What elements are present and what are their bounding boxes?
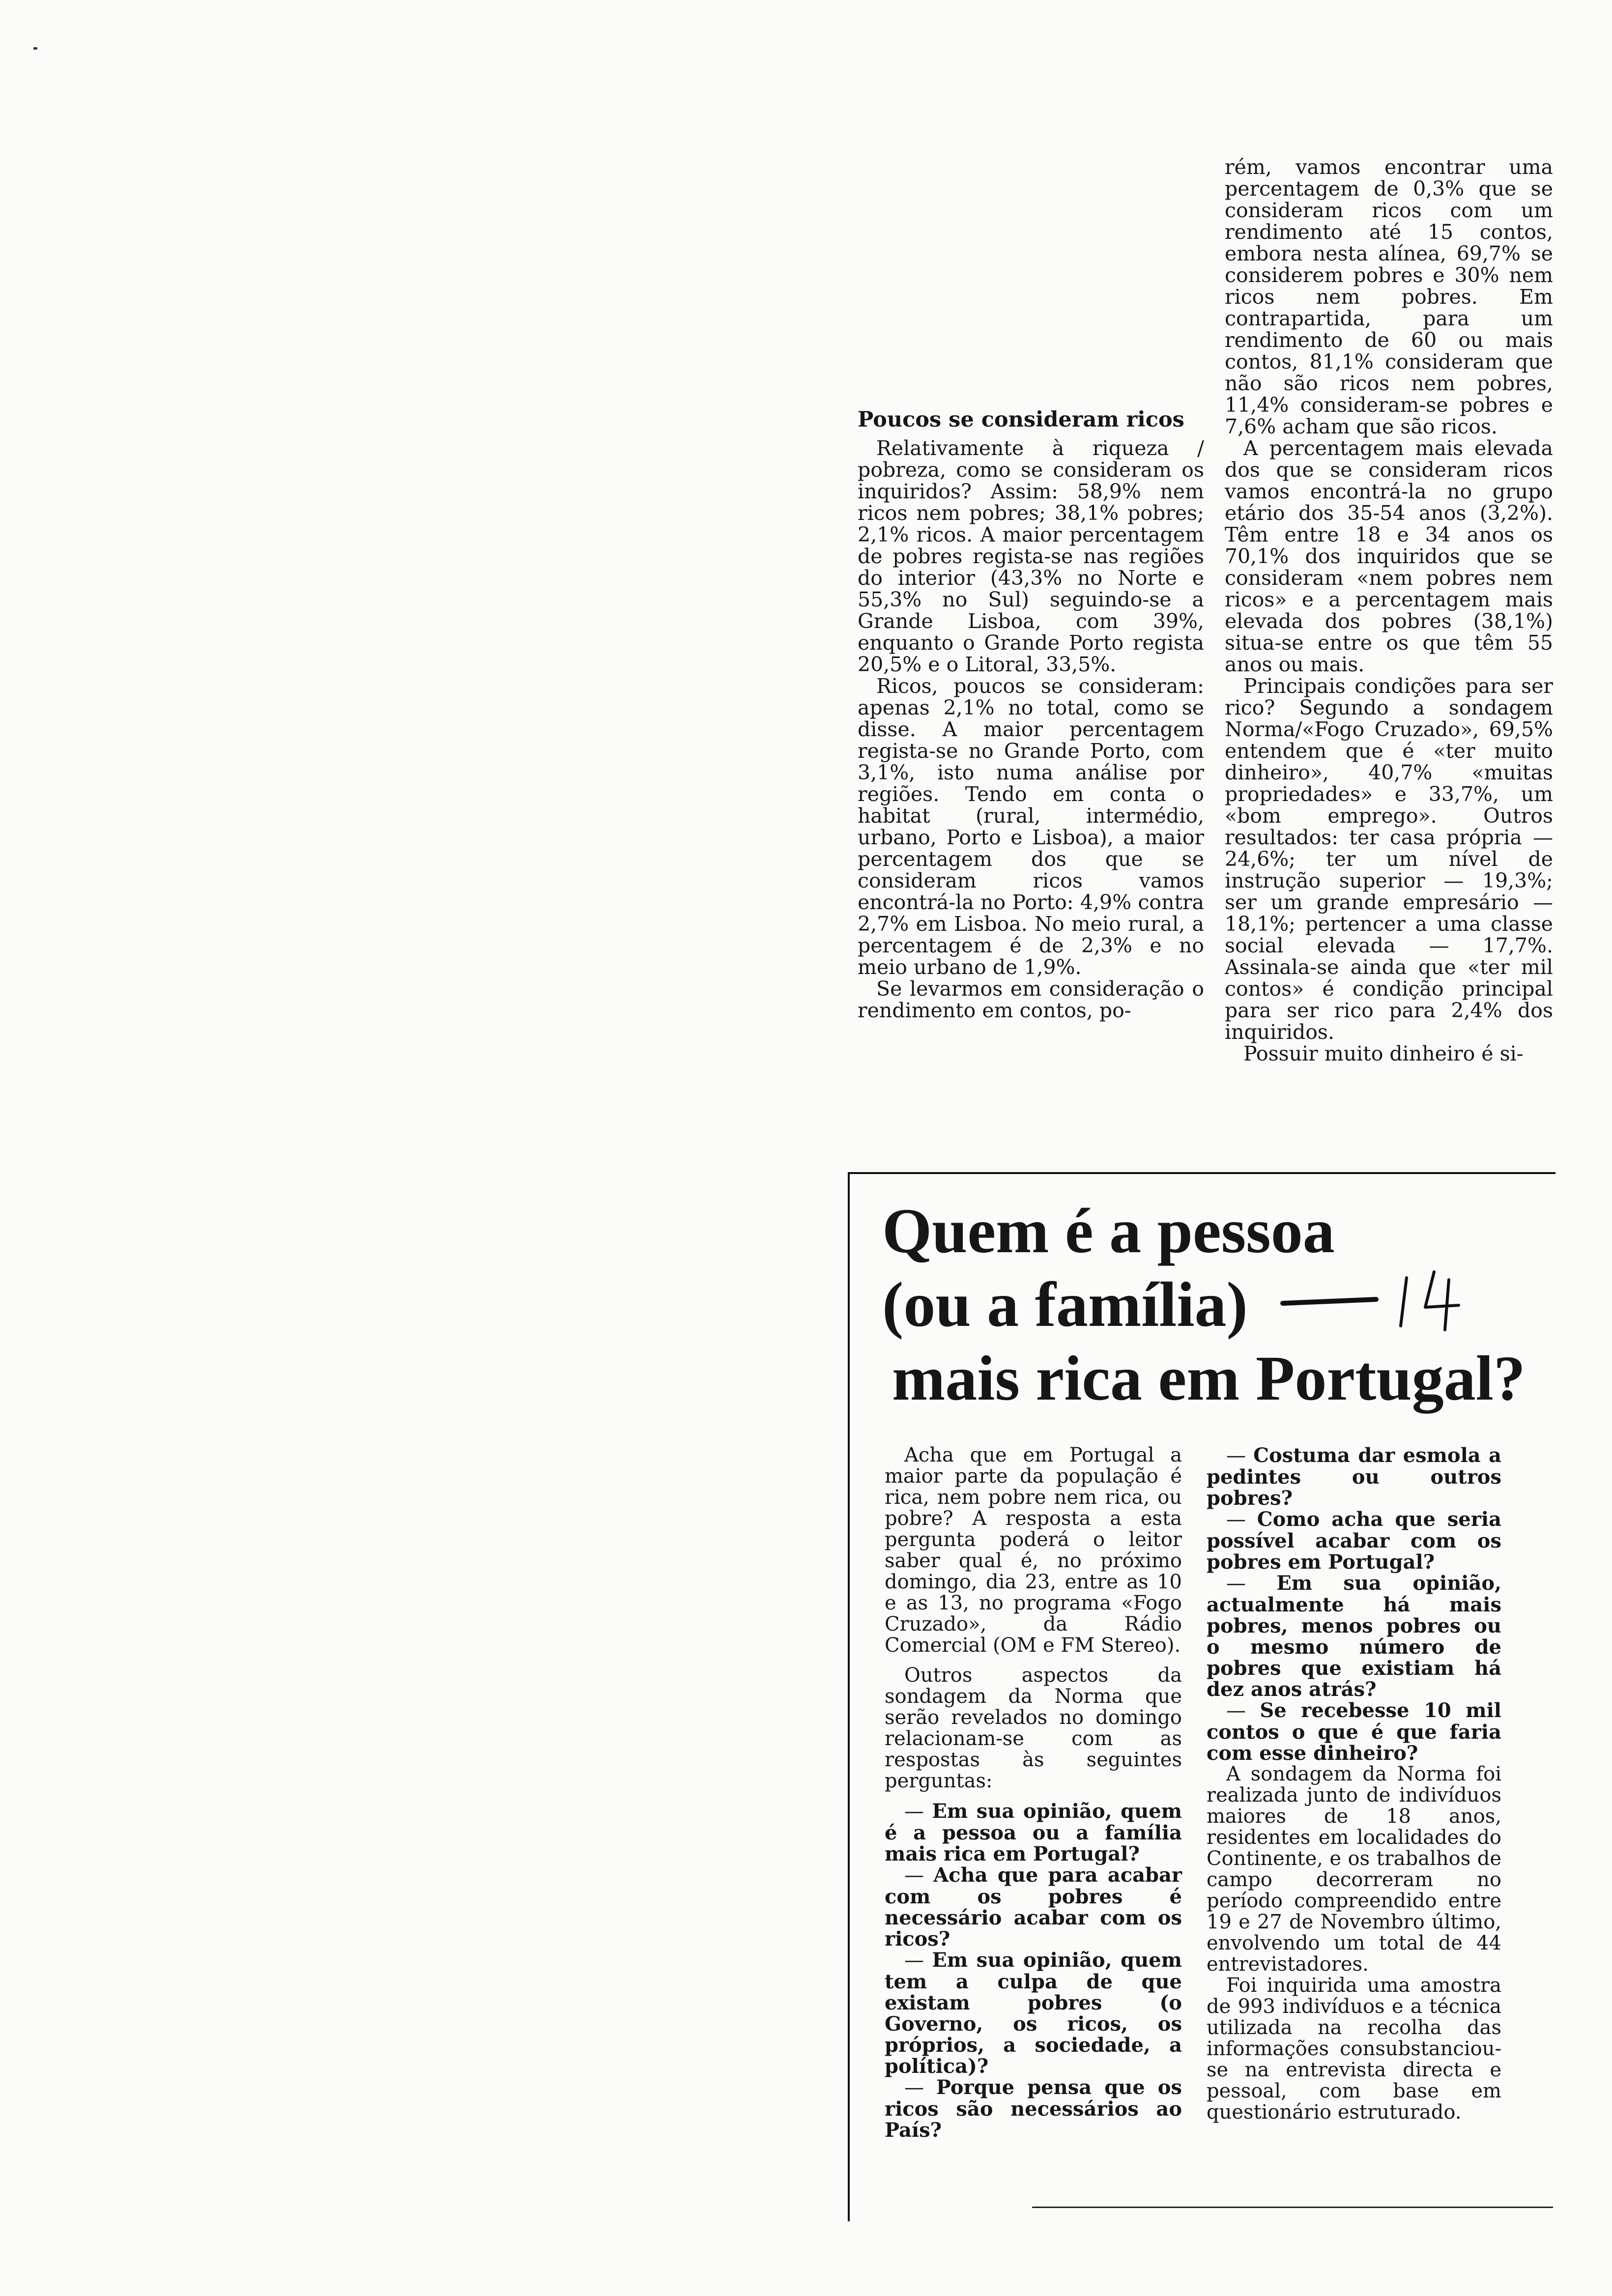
feature-question-text: Em sua opinião, quem tem a culpa de que existam pobres (o Governo, os ricos, os próprios, a sociedade, a política)? (885, 1949, 1182, 2078)
feature-question: — Se recebesse 10 mil contos o que é que faria com esse dinheiro? (1207, 1699, 1501, 1765)
feature-question: — Como acha que seria possível acabar com os pobres em Portugal? (1207, 1508, 1501, 1574)
feature-question: — Costuma dar esmola a pedintes ou outros pobres? (1207, 1444, 1501, 1510)
article-column-right (1225, 156, 1553, 1064)
feature-question-text: Porque pensa que os ricos são necessários ao País? (885, 2076, 1182, 2142)
feature-question-text: Acha que para acabar com os pobres é necessário acabar com os ricos? (885, 1864, 1182, 1951)
feature-question: — Em sua opinião, actualmente há mais pobres, menos pobres ou o mesmo número de pobres que existiam há dez anos atrás? (1207, 1572, 1501, 1701)
feature-column-left (885, 1445, 1182, 2141)
feature-question-text: Costuma dar esmola a pedintes ou outros pobres? (1207, 1444, 1501, 1510)
handwritten-digit-one (1401, 1278, 1407, 1326)
feature-question-text: Se recebesse 10 mil contos o que é que faria com esse dinheiro? (1207, 1699, 1501, 1765)
article-paragraph: Se levarmos em consideração o rendimento em contos, po- (858, 977, 1204, 1022)
feature-question: — Em sua opinião, quem tem a culpa de que existam pobres (o Governo, os ricos, os próprios, a sociedade, a política)? (885, 1949, 1182, 2078)
article-paragraph: Principais condições para ser rico? Segundo a sondagem Norma/«Fogo Cruzado», 69,5% entendem que é «ter muito dinheiro», 40,7% «muitas propriedades» e 33,7%, um «bom emprego». Outros resultados: ter casa própria — 24,6%; ter um nível de instrução superior — 19,3%; ser um grande empresário — 18,1%; pertencer a uma classe social elevada — 17,7%. Assinala-se ainda que «ter mil contos» é condição principal para ser rico para 2,4% dos inquiridos. (1225, 674, 1553, 1044)
article-paragraph: Relativamente à riqueza / pobreza, como se consideram os inquiridos? Assim: 58,9% nem ricos nem pobres; 38,1% pobres; 2,1% ricos. A maior percentagem de pobres regista-se nas regiões do interior (43,3% no Norte e 55,3% no Sul) seguindo-se a Grande Lisboa, com 39%, enquanto o Grande Porto regista 20,5% e o Litoral, 33,5%. (858, 436, 1204, 676)
article-paragraph: Ricos, poucos se consideram: apenas 2,1% no total, como se disse. A maior percentagem regista-se no Grande Porto, com 3,1%, isto numa análise por regiões. Tendo em conta o habitat (rural, intermédio, urbano, Porto e Lisboa), a maior percentagem dos que se consideram ricos vamos encontrá-la no Porto: 4,9% contra 2,7% em Lisboa. No meio rural, a percentagem é de 2,3% e no meio urbano de 1,9%. (858, 674, 1204, 979)
feature-paragraph: Acha que em Portugal a maior parte da população é rica, nem pobre nem rica, ou pobre? A resposta a esta pergunta poderá o leitor saber qual é, no próximo domingo, dia 23, entre as 10 e as 13, no programa «Fogo Cruzado», da Rádio Comercial (OM e FM Stereo). (885, 1444, 1182, 1657)
article-paragraph: rém, vamos encontrar uma percentagem de 0,3% que se consideram ricos com um rendimento até 15 contos, embora nesta alínea, 69,7% se considerem pobres e 30% nem ricos nem pobres. Em contrapartida, para um rendimento de 60 ou mais contos, 81,1% consideram que não são ricos nem pobres, 11,4% consideram-se pobres e 7,6% acham que são ricos. (1225, 155, 1553, 438)
handwritten-dash (1283, 1299, 1376, 1303)
feature-column-right (1207, 1445, 1501, 2123)
feature-paragraph: Foi inquirida uma amostra de 993 indivíduos e a técnica utilizada na recolha das informações consubstanciou-se na entrevista directa e pessoal, com base em questionário estruturado. (1207, 1974, 1501, 2124)
article-paragraph: A percentagem mais elevada dos que se consideram ricos vamos encontrá-la no grupo etário dos 35-54 anos (3,2%). Têm entre 18 e 34 anos os 70,1% dos inquiridos que se consideram «nem pobres nem ricos» e a percentagem mais elevada dos pobres (38,1%) situa-se entre os que têm 55 anos ou mais. (1225, 436, 1553, 676)
handwritten-digit-four (1425, 1272, 1459, 1330)
headline-line-2-text: (ou a família) (882, 1269, 1248, 1340)
feature-question: — Acha que para acabar com os pobres é necessário acabar com os ricos? (885, 1864, 1182, 1951)
headline-line-3: mais rica em Portugal? (892, 1343, 1526, 1414)
feature-question-text: Como acha que seria possível acabar com os pobres em Portugal? (1207, 1508, 1501, 1574)
handwritten-annotation (1278, 1258, 1484, 1332)
feature-paragraph: A sondagem da Norma foi realizada junto de indivíduos maiores de 18 anos, residentes em localidades do Continente, e os trabalhos de campo decorreram no período compreendido entre 19 e 27 de Novembro último, envolvendo um total de 44 entrevistadores. (1207, 1763, 1501, 1976)
feature-question: — Em sua opinião, quem é a pessoa ou a família mais rica em Portugal? (885, 1800, 1182, 1866)
headline-line-1: Quem é a pessoa (882, 1196, 1335, 1266)
feature-question-text: Em sua opinião, actualmente há mais pobres, menos pobres ou o mesmo número de pobres que existiam há dez anos atrás? (1207, 1572, 1501, 1701)
article-subheading: Poucos se consideram ricos (858, 407, 1184, 432)
feature-paragraph: Outros aspectos da sondagem da Norma que serão revelados no domingo relacionam-se com as respostas às seguintes perguntas: (885, 1664, 1182, 1792)
feature-box-bottom-rule (1032, 2207, 1553, 2208)
feature-question-text: Em sua opinião, quem é a pessoa ou a família mais rica em Portugal? (885, 1800, 1182, 1866)
scan-speck (33, 47, 37, 50)
article-paragraph: Possuir muito dinheiro é si- (1243, 1042, 1524, 1065)
article-column-left (858, 409, 1204, 1021)
feature-question: — Porque pensa que os ricos são necessários ao País? (885, 2076, 1182, 2142)
